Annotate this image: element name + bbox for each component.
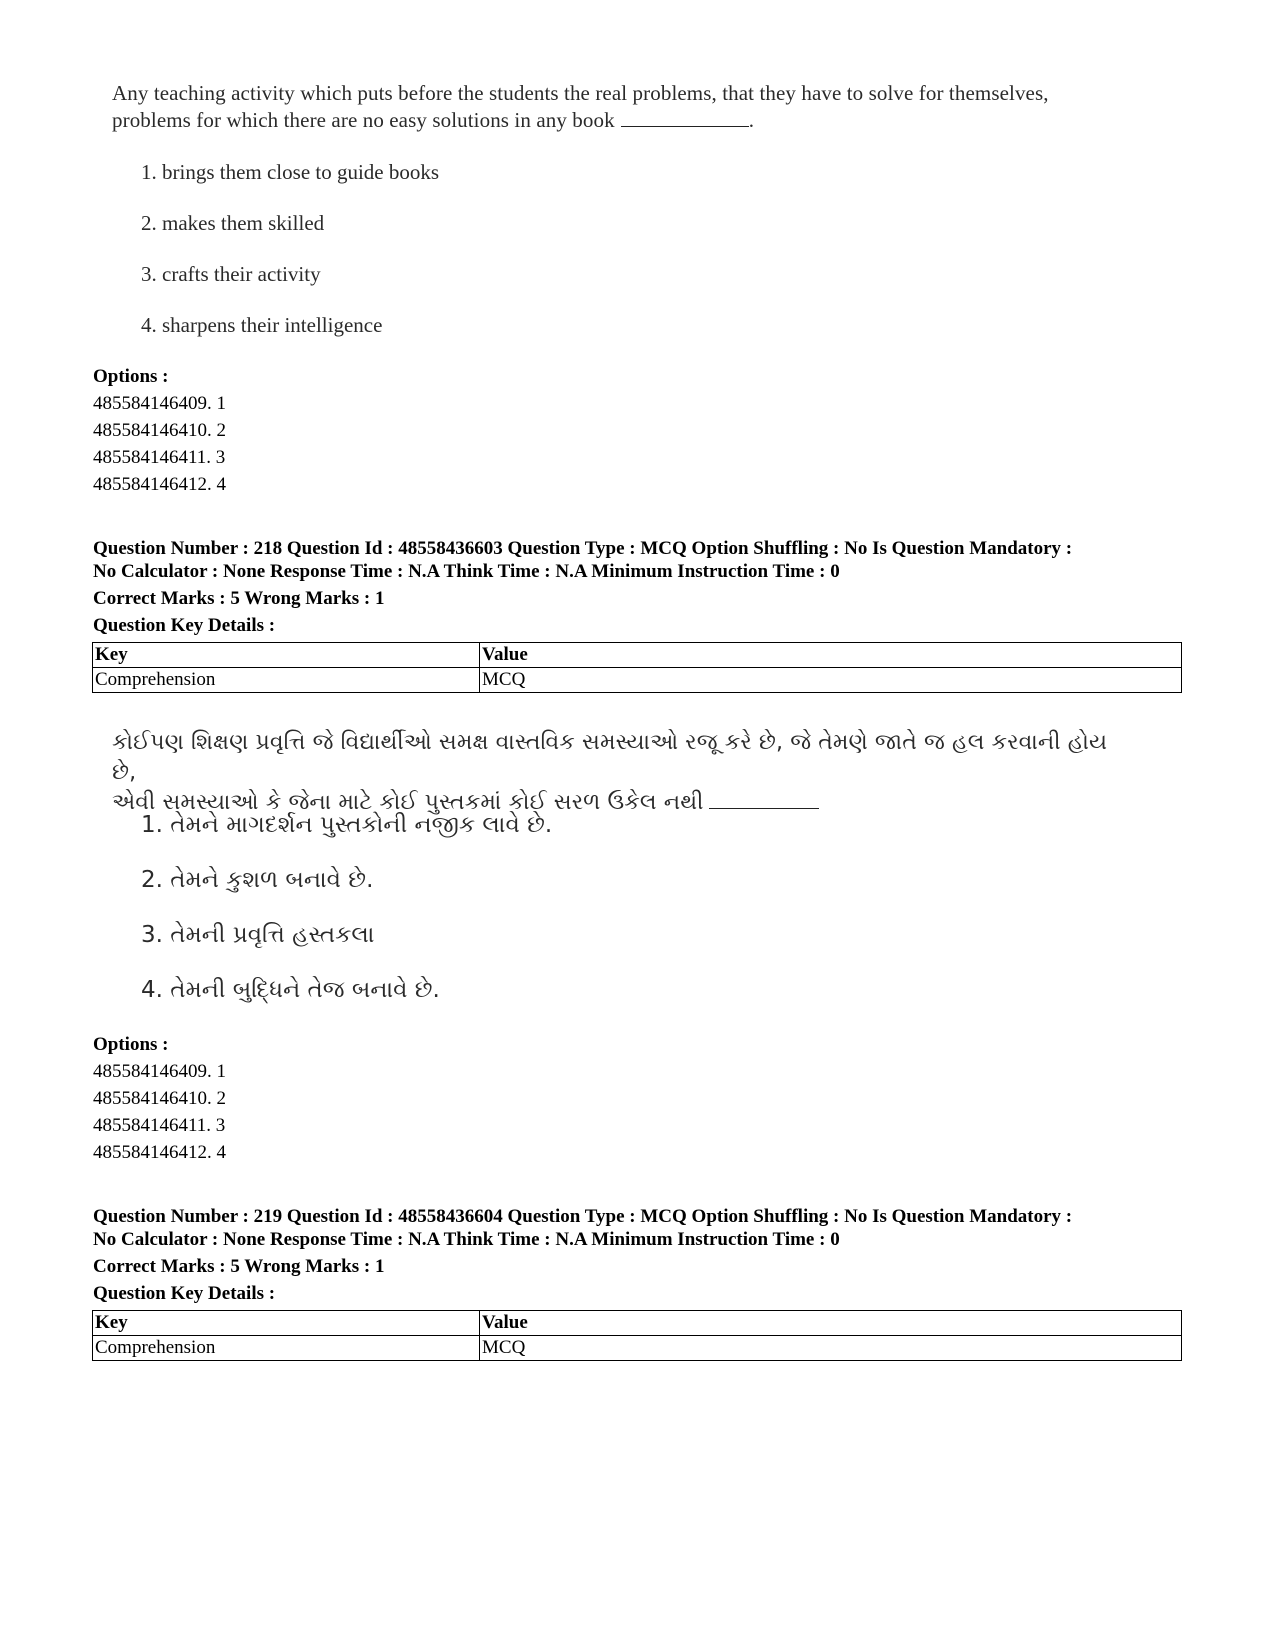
question-image-gujarati xyxy=(112,728,1122,1018)
choice-4: 4. sharpens their intelligence xyxy=(141,313,383,337)
answer-blank xyxy=(709,790,819,809)
key-details-table xyxy=(92,1310,1182,1361)
options-label: Options : xyxy=(93,366,169,387)
table-header-row xyxy=(93,1311,1182,1336)
option-4: 485584146412. 4 xyxy=(93,474,226,495)
choice-3: 3. crafts their activity xyxy=(141,262,321,286)
choice-1: 1. brings them close to guide books xyxy=(141,160,440,184)
key-details-table xyxy=(92,642,1182,693)
question-meta-line-2: No Calculator : None Response Time : N.A Think Time : N.A Minimum Instruction Time : 0 xyxy=(93,1229,840,1250)
option-1: 485584146409. 1 xyxy=(93,1061,226,1082)
marks-line: Correct Marks : 5 Wrong Marks : 1 xyxy=(93,1256,385,1277)
table-header-value: Value xyxy=(480,1311,1182,1336)
option-3: 485584146411. 3 xyxy=(93,447,226,468)
option-1: 485584146409. 1 xyxy=(93,393,226,414)
table-header-value: Value xyxy=(480,643,1182,668)
choice-2: 2. તેમને કુશળ બનાવે છે. xyxy=(141,867,374,893)
question-stem-line-1: કોઈપણ શિક્ષણ પ્રવૃત્તિ જે વિદ્યાર્થીઓ સમક્ષ વાસ્તવિક સમસ્યાઓ રજૂ કરે છે, જે તેમણે જાતે જ હલ કરવાની હોય છે, xyxy=(112,730,1108,785)
option-2: 485584146410. 2 xyxy=(93,1088,226,1109)
question-meta-line-1: Question Number : 219 Question Id : 48558436604 Question Type : MCQ Option Shuffling : No Is Question Mandatory : xyxy=(93,1206,1073,1227)
table-header-key: Key xyxy=(93,1311,480,1336)
question-stem-line-1: Any teaching activity which puts before the students the real problems, that they have to solve for themselves, xyxy=(112,81,1049,105)
marks-line: Correct Marks : 5 Wrong Marks : 1 xyxy=(93,588,385,609)
table-row xyxy=(93,668,1182,693)
question-meta-line-1: Question Number : 218 Question Id : 48558436603 Question Type : MCQ Option Shuffling : No Is Question Mandatory : xyxy=(93,538,1073,559)
question-stem-line-2: એવી સમસ્યાઓ કે જેના માટે કોઈ પુસ્તકમાં કોઈ સરળ ઉકેલ નથી xyxy=(112,790,704,815)
option-3: 485584146411. 3 xyxy=(93,1115,226,1136)
options-label: Options : xyxy=(93,1034,169,1055)
table-cell-value: MCQ xyxy=(480,668,1182,693)
option-2: 485584146410. 2 xyxy=(93,420,226,441)
table-header-row xyxy=(93,643,1182,668)
table-row xyxy=(93,1336,1182,1361)
choice-2: 2. makes them skilled xyxy=(141,211,325,235)
table-cell-value: MCQ xyxy=(480,1336,1182,1361)
choice-4: 4. તેમની બુદ્ધિને તેજ બનાવે છે. xyxy=(141,977,440,1003)
table-cell-key: Comprehension xyxy=(93,1336,480,1361)
table-header-key: Key xyxy=(93,643,480,668)
question-stem-line-2: problems for which there are no easy solutions in any book xyxy=(112,108,615,132)
question-meta-line-2: No Calculator : None Response Time : N.A Think Time : N.A Minimum Instruction Time : 0 xyxy=(93,561,840,582)
choice-1: 1. તેમને માગદર્શન પુસ્તકોની નજીક લાવે છે. xyxy=(141,812,553,838)
choice-3: 3. તેમની પ્રવૃત્તિ હસ્તકલા xyxy=(141,922,375,948)
answer-blank xyxy=(621,108,749,127)
table-cell-key: Comprehension xyxy=(93,668,480,693)
question-image-english xyxy=(112,80,1122,345)
question-stem: Any teaching activity which puts before the students the real problems, that they have to solve for themselves, problems for which there are no easy solutions in any book . xyxy=(112,81,1049,132)
key-details-label: Question Key Details : xyxy=(93,1283,276,1304)
key-details-label: Question Key Details : xyxy=(93,615,276,636)
option-4: 485584146412. 4 xyxy=(93,1142,226,1163)
question-stem xyxy=(112,728,1122,818)
